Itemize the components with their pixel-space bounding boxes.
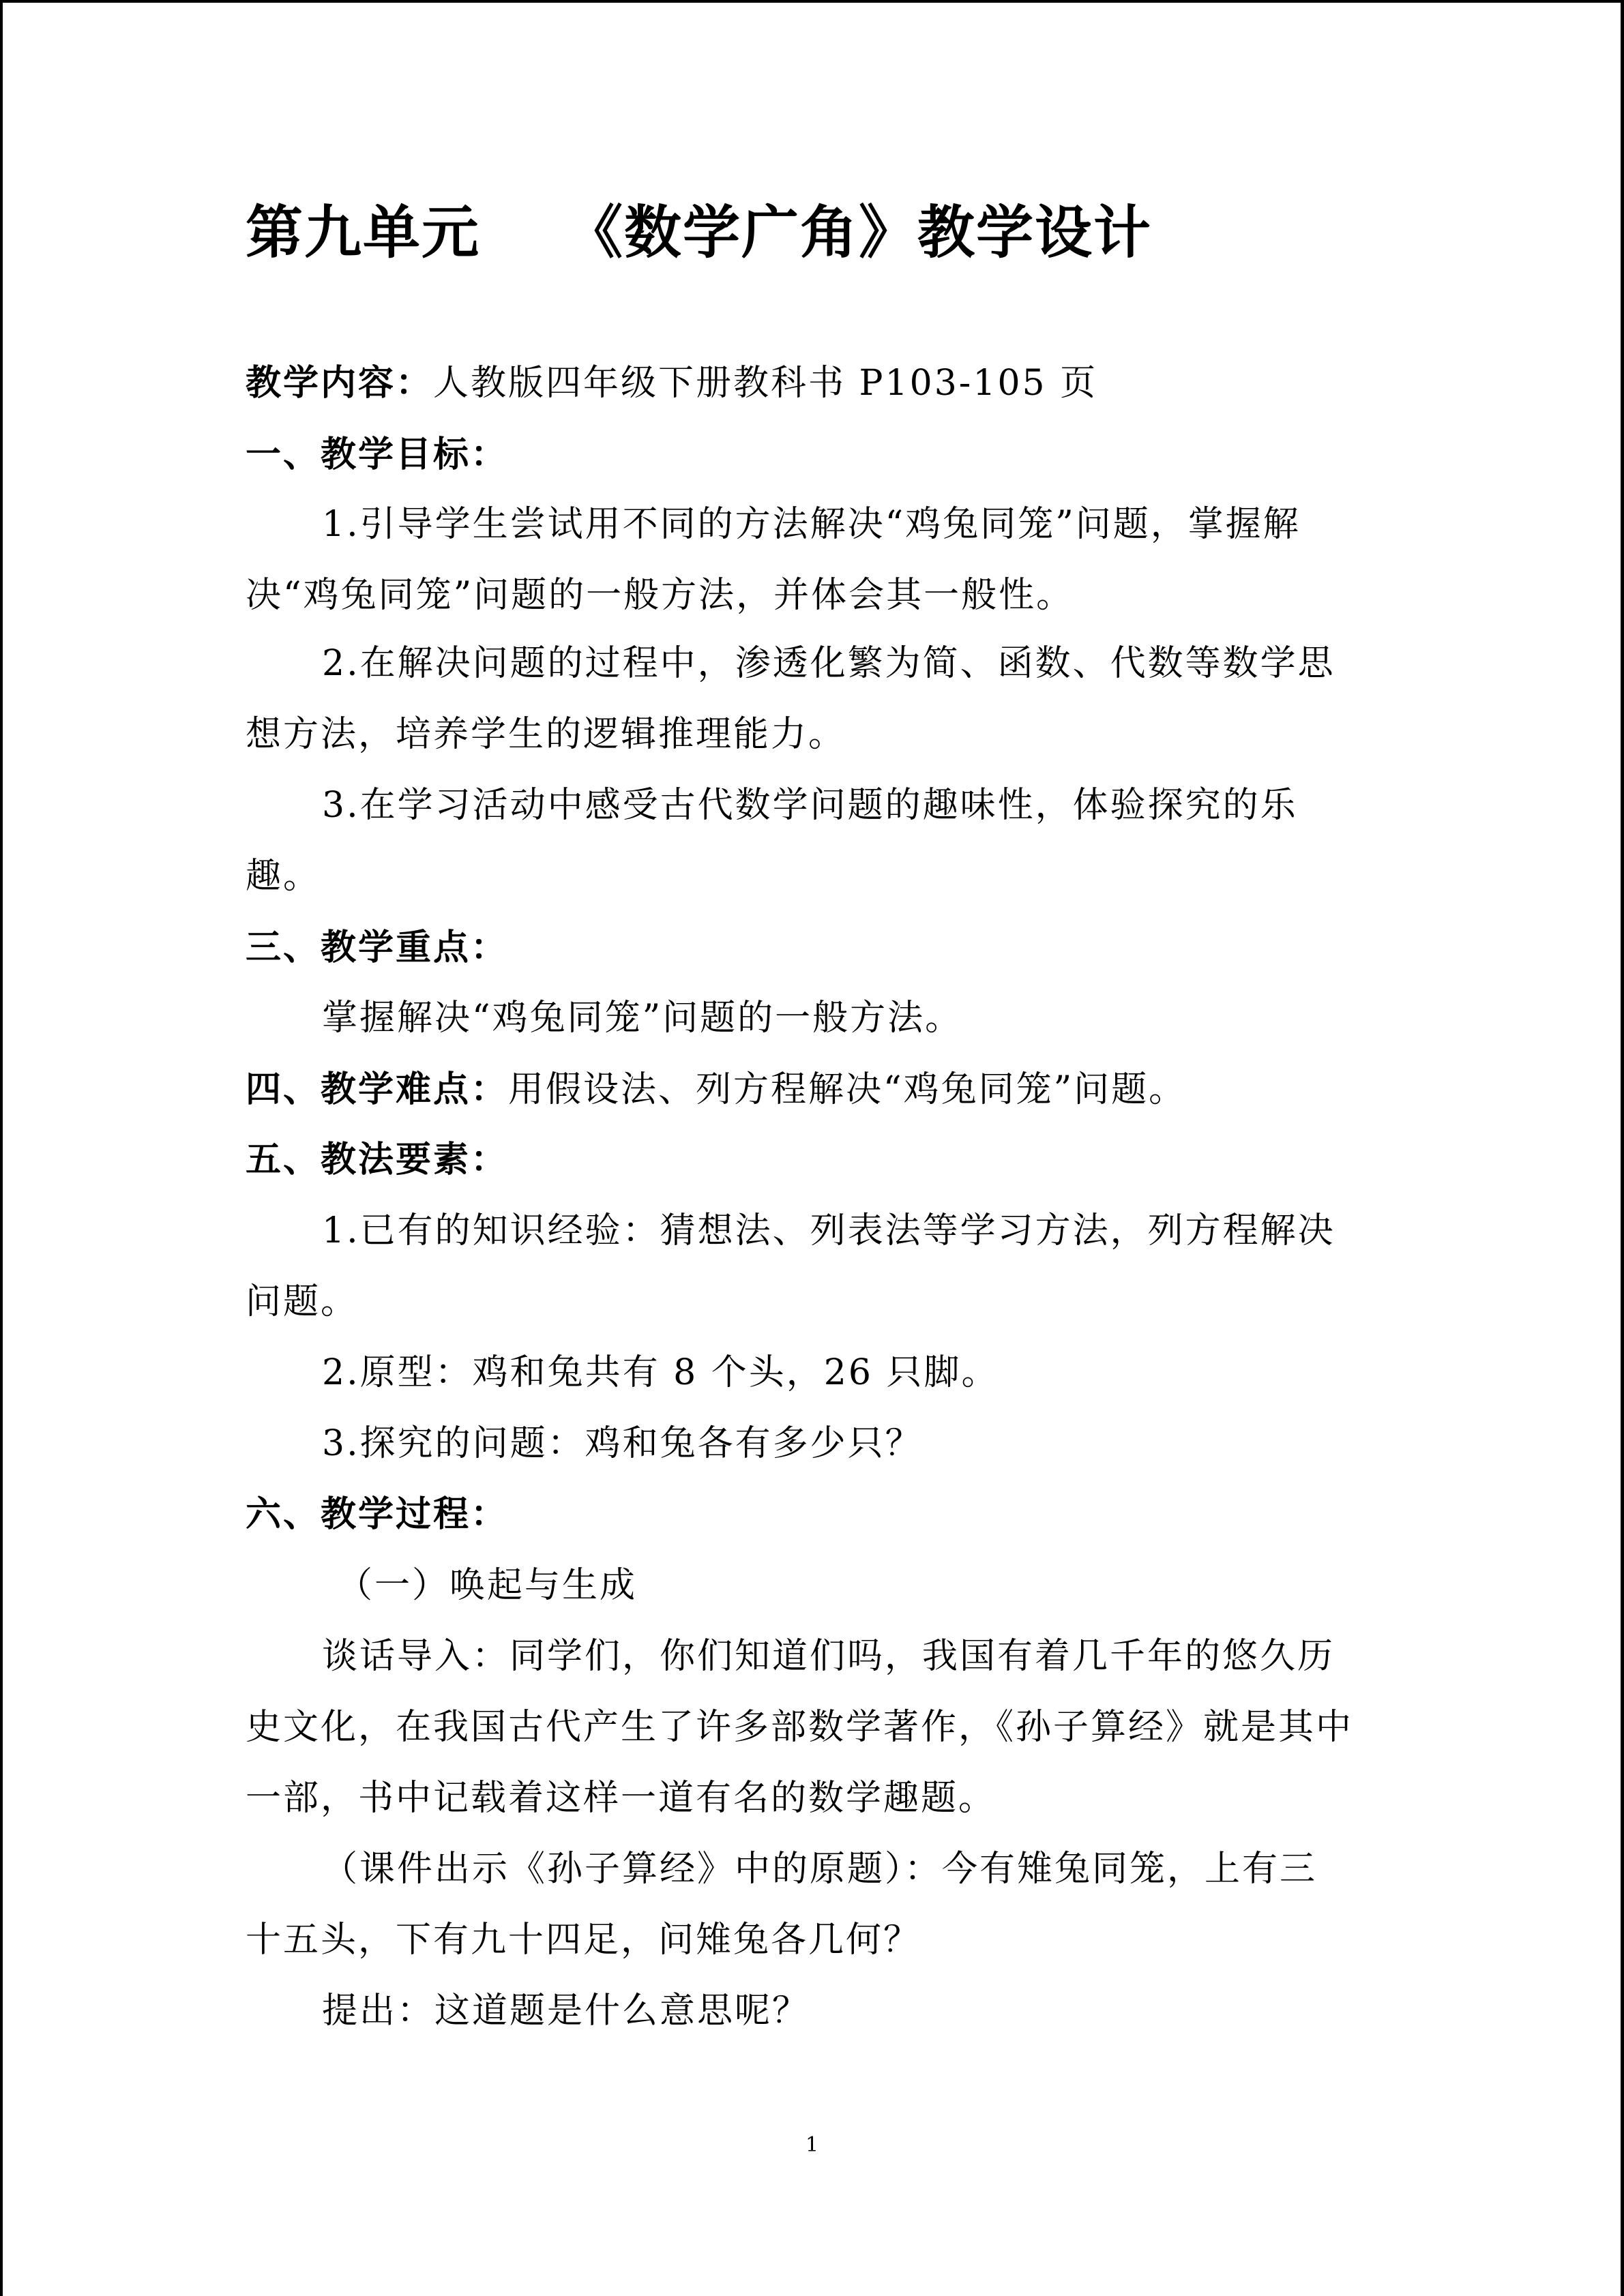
difficulties xyxy=(246,1066,1186,1114)
objective-2-line-2: 想方法，培养学生的逻辑推理能力。 xyxy=(246,714,846,755)
objective-3-line-2: 趣。 xyxy=(246,856,321,897)
process-paragraph-2-line-2: 十五头，下有九十四足，问雉兔各几何？ xyxy=(246,1920,921,1960)
page-border-left xyxy=(0,0,3,2296)
objective-3-line-1: 3.在学习活动中感受古代数学问题的趣味性，体验探究的乐 xyxy=(322,785,1298,826)
process-paragraph-1-line-2: 史文化，在我国古代产生了许多部数学著作，《孙子算经》就是其中 xyxy=(246,1707,1354,1748)
objective-1-line-2: 决“鸡兔同笼”问题的一般方法，并体会其一般性。 xyxy=(246,575,1074,616)
method-elements-heading: 五、教法要素： xyxy=(246,1139,509,1180)
method-element-1-line-2: 问题。 xyxy=(246,1281,359,1322)
teaching-content-text: 人教版四年级下册教科书 P103-105 页 xyxy=(433,363,1098,404)
key-points-heading: 三、教学重点： xyxy=(246,927,509,968)
method-element-3: 3.探究的问题：鸡和兔各有多少只？ xyxy=(322,1423,923,1464)
objective-2-line-1: 2.在解决问题的过程中，渗透化繁为简、函数、代数等数学思 xyxy=(322,643,1335,684)
page-number: 1 xyxy=(805,2133,819,2157)
process-paragraph-2-line-1: （课件出示《孙子算经》中的原题）：今有雉兔同笼，上有三 xyxy=(322,1849,1318,1890)
teaching-content xyxy=(246,359,1097,407)
method-element-2: 2.原型：鸡和兔共有 8 个头，26 只脚。 xyxy=(322,1352,999,1393)
difficulties-label: 四、教学难点： xyxy=(246,1069,509,1110)
process-subheading: （一）唤起与生成 xyxy=(337,1565,638,1606)
objective-1-line-1: 1.引导学生尝试用不同的方法解决“鸡兔同笼”问题，掌握解 xyxy=(322,504,1301,545)
teaching-content-label: 教学内容： xyxy=(246,363,434,404)
page-title: 第九单元 《数学广角》教学设计 xyxy=(246,199,1152,266)
process-paragraph-1-line-3: 一部，书中记载着这样一道有名的数学趣题。 xyxy=(246,1778,996,1819)
process-heading: 六、教学过程： xyxy=(246,1494,509,1535)
objectives-heading: 一、教学目标： xyxy=(246,434,509,475)
page-border-top xyxy=(0,0,1624,3)
process-paragraph-1-line-1: 谈话导入：同学们，你们知道们吗，我国有着几千年的悠久历 xyxy=(322,1636,1335,1677)
method-element-1-line-1: 1.已有的知识经验：猜想法、列表法等学习方法，列方程解决 xyxy=(322,1210,1335,1251)
page-border-right xyxy=(1621,0,1624,2296)
key-points-text: 掌握解决“鸡兔同笼”问题的一般方法。 xyxy=(322,998,963,1039)
process-paragraph-3: 提出：这道题是什么意思呢？ xyxy=(322,1991,810,2031)
difficulties-text: 用假设法、列方程解决“鸡兔同笼”问题。 xyxy=(508,1069,1187,1110)
